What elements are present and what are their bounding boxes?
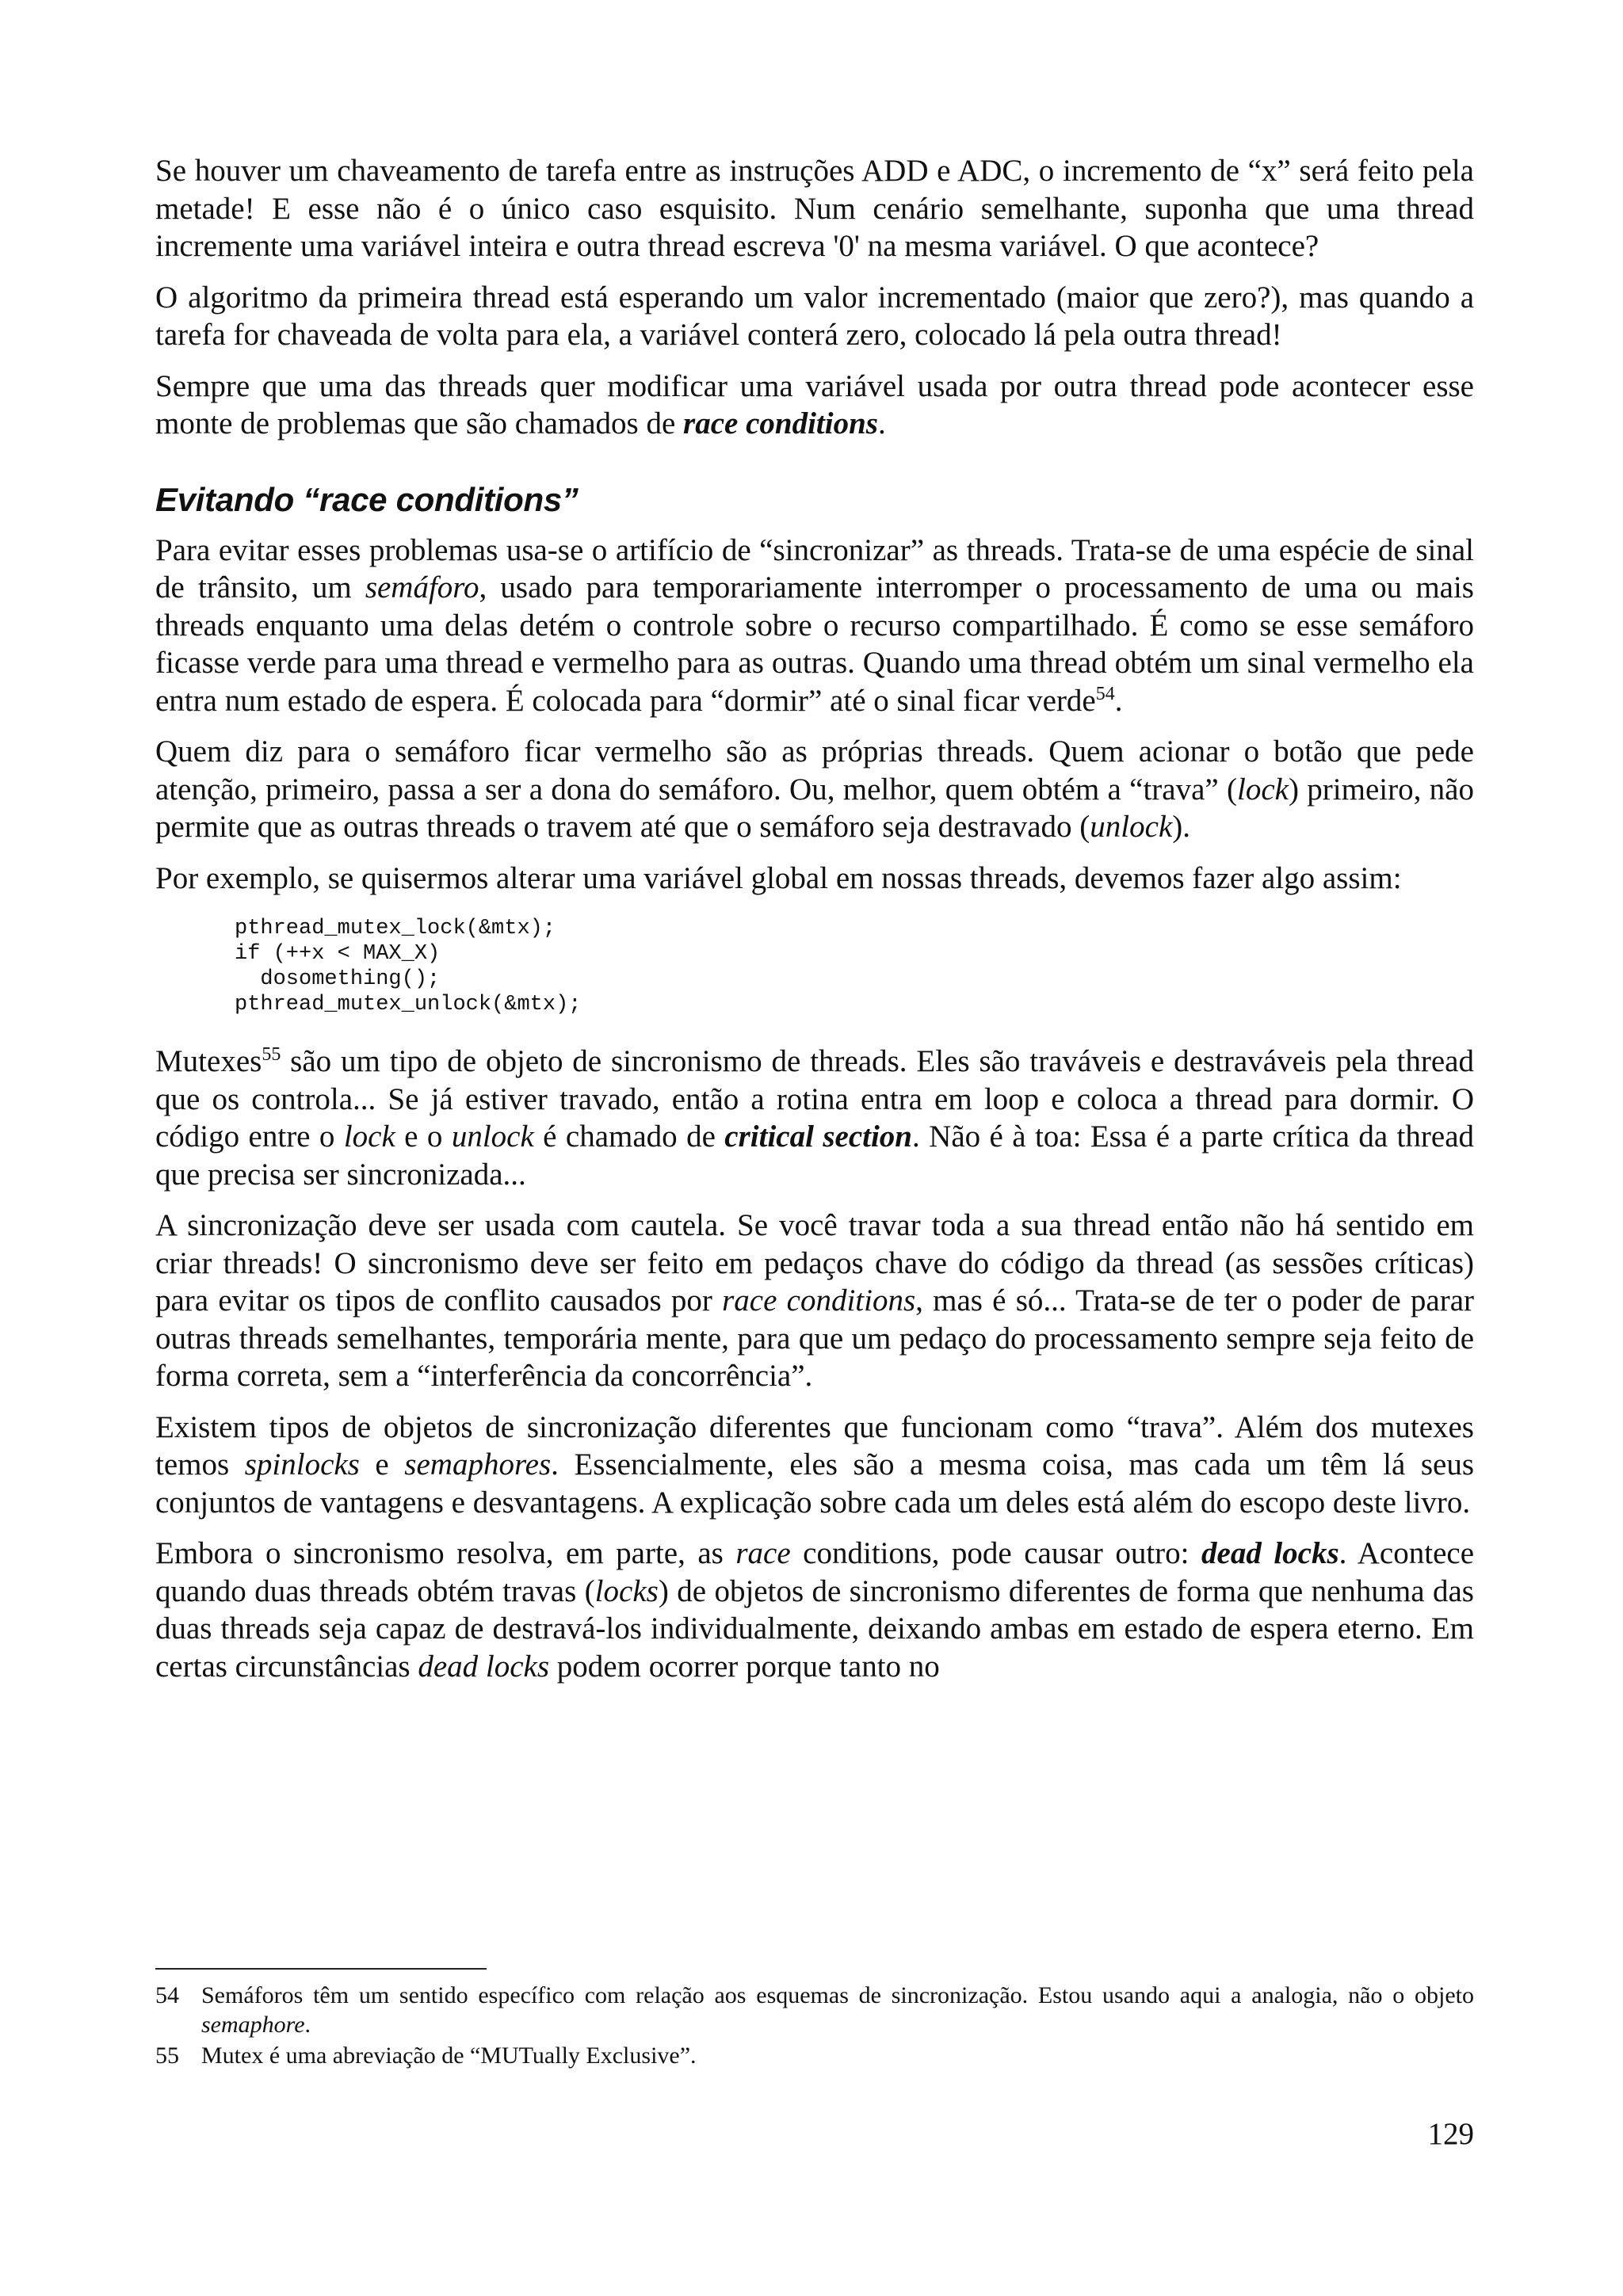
text-run: Embora o sincronismo resolva, em parte, as (155, 1536, 736, 1570)
footnote-55 (155, 2041, 1474, 2070)
paragraph-9 (155, 1409, 1474, 1522)
term-spinlocks: spinlocks (244, 1447, 360, 1482)
footnote-divider (155, 1968, 487, 1970)
term-semaphore: semaphore (201, 2012, 305, 2038)
text-run: são um tipo de objeto de sincronismo de threads. Eles são traváveis e destraváveis pela thread que os controla... Se já estiver travado, então a rotina entra em loop e coloca a thread para dormir. O código entre o (155, 1044, 1474, 1154)
text-run: Existem tipos de objetos de sincronização diferentes que funcionam como “trava”. Além dos mutexes temos (155, 1409, 1474, 1482)
term-semaforo: semáforo (365, 570, 479, 605)
text-run: conditions, pode causar outro: (790, 1536, 1202, 1570)
paragraph-10 (155, 1535, 1474, 1685)
section-heading: Evitando “race conditions” (155, 480, 579, 518)
text-run: A sincronização deve ser usada com cautela. Se você travar toda a sua thread então não há sentido em criar threads! O sincronismo deve ser feito em pedaços chave do código da thread (as sessões críticas) para evitar os tipos de conflito causados por (155, 1208, 1474, 1318)
text-run: . (877, 406, 886, 441)
paragraph-1 (155, 152, 1474, 265)
paragraph-2 (155, 279, 1474, 354)
paragraph-6 (155, 860, 1474, 898)
paragraph-7 (155, 1043, 1474, 1193)
main-text (155, 152, 1474, 1699)
text-run: , usado para temporariamente interromper o processamento de uma ou mais threads enquanto uma delas detém o controle sobre o recurso compartilhado. É como se esse semáforo ficasse verde para uma thread e vermelho para as outras. Quando uma thread obtém um sinal vermelho ela entra num estado de espera. É colocada para “dormir” até o sinal ficar verde (155, 570, 1474, 718)
text-run: Semáforos têm um sentido específico com relação aos esquemas de sincronização. Estou usando aqui a analogia, não o objeto (201, 1982, 1474, 2008)
text-run: . (1114, 683, 1123, 718)
paragraph-2-text: O algoritmo da primeira thread está esperando um valor incrementado (maior que zero?), mas quando a tarefa for chaveada de volta para ela, a variável conterá zero, colocado lá pela outra thread! (155, 280, 1474, 352)
page-number: 129 (1427, 2117, 1474, 2151)
term-unlock: unlock (1090, 810, 1173, 844)
footnote-ref-55[interactable]: 55 (262, 1044, 281, 1065)
footnote-text (201, 1981, 1474, 2039)
text-run: e o (395, 1119, 452, 1154)
text-run: . (304, 2012, 311, 2038)
text-run: Quem diz para o semáforo ficar vermelho são as próprias threads. Quem acionar o botão que pede atenção, primeiro, passa a ser a dona do semáforo. Ou, melhor, quem obtém a “trava” ( (155, 734, 1474, 807)
paragraph-8 (155, 1207, 1474, 1395)
paragraph-4 (155, 532, 1474, 720)
term-race: race (735, 1536, 791, 1570)
text-run: . Não é à toa: Essa é a parte crítica da thread que precisa ser sincronizada... (155, 1119, 1474, 1192)
text-run: Sempre que uma das threads quer modificar uma variável usada por outra thread pode acontecer esse monte de problemas que são chamados de (155, 368, 1474, 441)
text-run: ) primeiro, não permite que as outras threads o travem até que o semáforo seja destravado ( (155, 772, 1474, 844)
paragraph-3 (155, 368, 1474, 443)
paragraph-1-text: Se houver um chaveamento de tarefa entre as instruções ADD e ADC, o incremento de “x” será feito pela metade! E esse não é o único caso esquisito. Num cenário semelhante, suponha que uma thread incremente uma variável inteira e outra thread escreva '0' na mesma variável. O que acontece? (155, 154, 1474, 263)
footnotes (155, 1981, 1474, 2072)
term-unlock: unlock (451, 1119, 534, 1154)
text-run: e (359, 1447, 405, 1482)
term-lock: lock (1237, 772, 1289, 807)
text-run: , mas é só... Trata-se de ter o poder de parar outras threads semelhantes, temporária mente, para que um pedaço do processamento sempre seja feito de forma correta, sem a “interferência da concorrência”. (155, 1283, 1475, 1393)
text-run: . Essencialmente, eles são a mesma coisa, mas cada um têm lá seus conjuntos de vantagens e desvantagens. A explicação sobre cada um deles está além do escopo deste livro. (155, 1447, 1475, 1520)
term-semaphores: semaphores (404, 1447, 552, 1482)
text-run: Mutexes (155, 1044, 262, 1078)
text-run: . Acontece quando duas threads obtém travas ( (155, 1536, 1475, 1608)
text-run: ) de objetos de sincronismo diferentes de forma que nenhuma das duas threads seja capaz de destravá-los individualmente, deixando ambas em estado de espera eterno. Em certas circunstâncias (155, 1573, 1474, 1684)
footnote-number: 54 (155, 1982, 179, 2008)
footnote-number: 55 (155, 2042, 179, 2069)
term-dead-locks: dead locks (1201, 1536, 1339, 1570)
code-block: pthread_mutex_lock(&mtx); if (++x < MAX_X) dosomething(); pthread_mutex_unlock(&mtx); (235, 917, 582, 1016)
text-run: Para evitar esses problemas usa-se o artifício de “sincronizar” as threads. Trata-se de uma espécie de sinal de trânsito, um (155, 532, 1474, 605)
term-race-conditions: race conditions (683, 406, 878, 441)
term-critical-section: critical section (724, 1119, 912, 1154)
term-dead-locks: dead locks (418, 1649, 550, 1684)
paragraph-6-text: Por exemplo, se quisermos alterar uma variável global em nossas threads, devemos fazer algo assim: (155, 860, 1402, 895)
text-run: ). (1172, 810, 1191, 844)
text-run: podem ocorrer porque tanto no (549, 1649, 940, 1684)
term-lock: lock (343, 1119, 395, 1154)
paragraph-5 (155, 733, 1474, 846)
footnote-text: Mutex é uma abreviação de “MUTually Exclusive”. (201, 2042, 697, 2069)
footnote-ref-54[interactable]: 54 (1095, 683, 1115, 704)
term-race-conditions: race conditions (722, 1283, 916, 1318)
text-run: é chamado de (533, 1119, 725, 1154)
footnote-54 (155, 1981, 1474, 2039)
term-locks: locks (594, 1573, 659, 1608)
